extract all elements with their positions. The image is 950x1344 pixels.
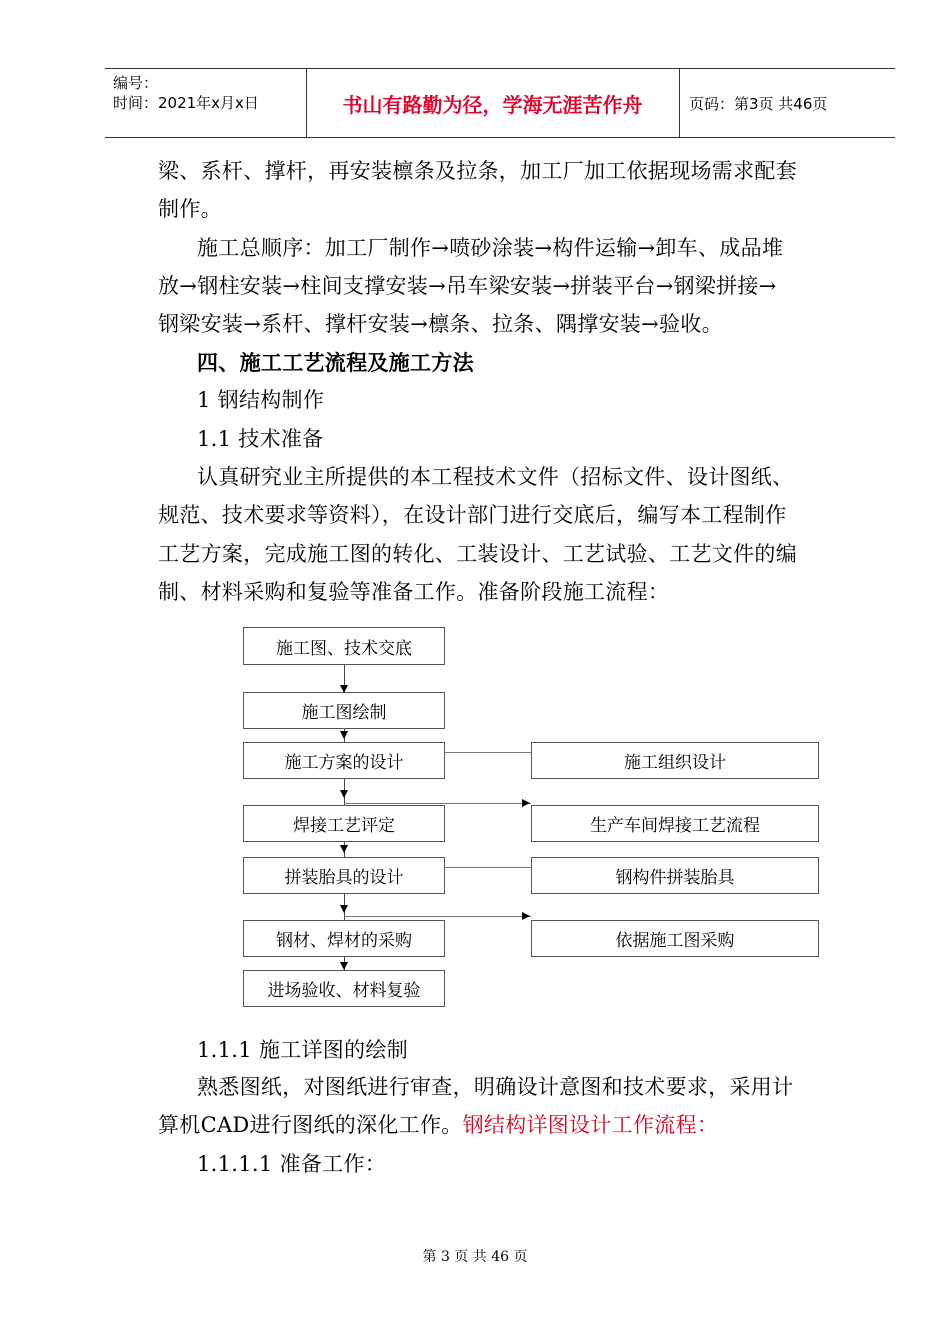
number-label: 编号： bbox=[113, 74, 159, 92]
date-label: 时间：2021年x月x日 bbox=[113, 94, 259, 112]
body-line: 制作。 bbox=[158, 197, 222, 221]
arrow-right-icon bbox=[522, 912, 530, 920]
page-header bbox=[105, 68, 895, 138]
body-line: 认真研究业主所提供的本工程技术文件（招标文件、设计图纸、 bbox=[197, 465, 794, 489]
arrow-down-icon bbox=[340, 845, 348, 853]
body-line: 放→钢柱安装→柱间支撑安装→吊车梁安装→拼装平台→钢梁拼接→ bbox=[158, 274, 777, 298]
body-line: 制、材料采购和复验等准备工作。准备阶段施工流程： bbox=[158, 580, 670, 604]
flow-connector bbox=[444, 752, 531, 753]
subsection-heading: 1.1.1 施工详图的绘制 bbox=[197, 1038, 409, 1062]
flow-step: 钢材、焊材的采购 bbox=[243, 920, 445, 957]
arrow-down-icon bbox=[340, 731, 348, 739]
flow-side-step: 钢构件拼装胎具 bbox=[531, 857, 819, 894]
highlight-text: 钢结构详图设计工作流程： bbox=[462, 1113, 719, 1137]
flow-side-step: 施工组织设计 bbox=[531, 742, 819, 779]
header-motto: 书山有路勤为径，学海无涯苦作舟 bbox=[342, 92, 643, 117]
header-page-info: 页码：第3页 共46页 bbox=[689, 94, 828, 113]
subsection-heading: 1.1 技术准备 bbox=[197, 427, 324, 451]
section-heading: 四、施工工艺流程及施工方法 bbox=[197, 351, 474, 375]
body-text: 算机CAD进行图纸的深化工作。 bbox=[158, 1113, 463, 1137]
flow-side-step: 生产车间焊接工艺流程 bbox=[531, 805, 819, 842]
flow-step: 进场验收、材料复验 bbox=[243, 970, 445, 1007]
arrow-right-icon bbox=[522, 799, 530, 807]
header-meta bbox=[113, 73, 259, 113]
flow-connector bbox=[344, 803, 531, 804]
arrow-down-icon bbox=[340, 790, 348, 798]
subsection-heading: 1.1.1.1 准备工作： bbox=[197, 1152, 387, 1176]
flow-step: 焊接工艺评定 bbox=[243, 805, 445, 842]
flow-side-step: 依据施工图采购 bbox=[531, 920, 819, 957]
body-line: 熟悉图纸，对图纸进行审查，明确设计意图和技术要求，采用计 bbox=[197, 1075, 794, 1099]
flow-connector bbox=[444, 867, 531, 868]
header-divider bbox=[679, 69, 680, 137]
arrow-down-icon bbox=[340, 905, 348, 913]
body-line: 施工总顺序：加工厂制作→喷砂涂装→构件运输→卸车、成品堆 bbox=[197, 236, 784, 260]
body-line: 梁、系杆、撑杆，再安装檩条及拉条，加工厂加工依据现场需求配套 bbox=[158, 159, 797, 183]
body-line: 工艺方案，完成施工图的转化、工装设计、工艺试验、工艺文件的编 bbox=[158, 542, 797, 566]
body-line: 钢梁安装→系杆、撑杆安装→檩条、拉条、隅撑安装→验收。 bbox=[158, 312, 723, 336]
flow-step: 施工图、技术交底 bbox=[243, 627, 445, 665]
body-line: 规范、技术要求等资料），在设计部门进行交底后，编写本工程制作 bbox=[158, 503, 787, 527]
page-footer: 第 3 页 共 46 页 bbox=[422, 1249, 528, 1265]
body-line bbox=[158, 1106, 718, 1144]
flow-connector bbox=[344, 916, 531, 917]
flow-step: 施工方案的设计 bbox=[243, 742, 445, 779]
flow-step: 拼装胎具的设计 bbox=[243, 857, 445, 894]
flow-step: 施工图绘制 bbox=[243, 692, 445, 729]
arrow-down-icon bbox=[340, 962, 348, 970]
subsection-heading: 1 钢结构制作 bbox=[197, 388, 325, 412]
